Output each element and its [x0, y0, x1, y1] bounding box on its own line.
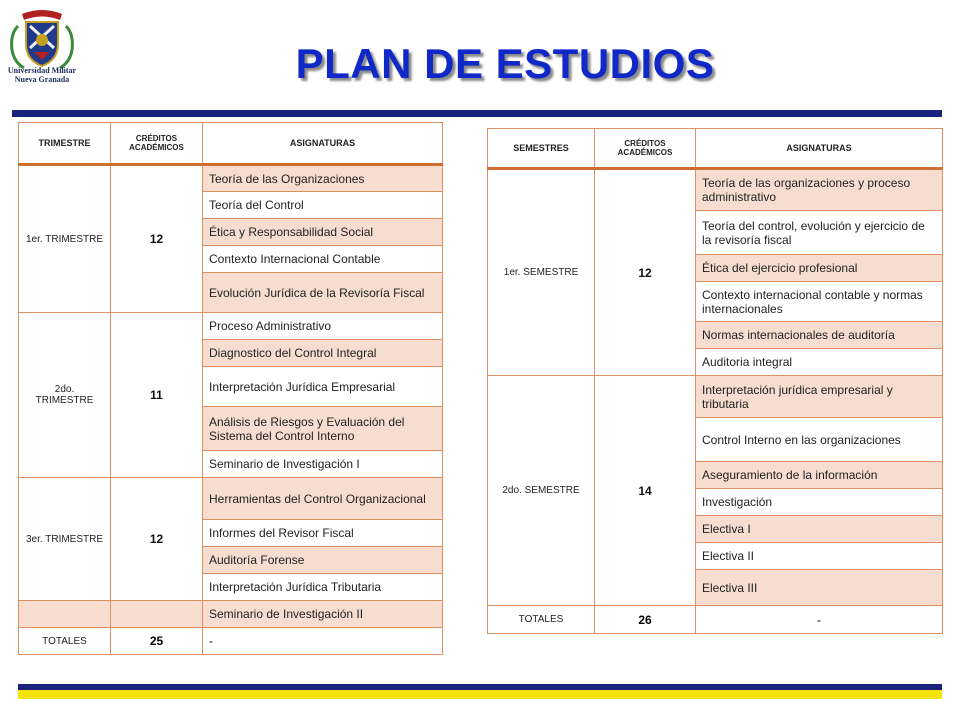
empty-cell: [19, 601, 111, 628]
subject-cell: Informes del Revisor Fiscal: [203, 520, 443, 547]
totals-label: TOTALES: [19, 628, 111, 655]
bottom-divider-yellow: [18, 690, 942, 699]
credits-cell: 12: [595, 169, 696, 376]
subject-cell: Proceso Administrativo: [203, 313, 443, 340]
term-cell: 2do. TRIMESTRE: [19, 313, 111, 478]
subject-cell: Interpretación Jurídica Tributaria: [203, 574, 443, 601]
logo-line2: Nueva Granada: [14, 75, 70, 84]
header-asignaturas: ASIGNATURAS: [696, 129, 943, 169]
credits-cell: 12: [111, 478, 203, 601]
subject-cell: Herramientas del Control Organizacional: [203, 478, 443, 520]
header-creditos: CRÉDITOS ACADÉMICOS: [111, 123, 203, 165]
subject-cell: Aseguramiento de la información: [696, 462, 943, 489]
totals-label: TOTALES: [488, 606, 595, 634]
subject-cell: Electiva I: [696, 516, 943, 543]
subject-cell: Diagnostico del Control Integral: [203, 340, 443, 367]
subject-cell: Teoría del control, evolución y ejercicio de la revisoría fiscal: [696, 211, 943, 255]
subject-cell: Teoría de las Organizaciones: [203, 165, 443, 192]
subject-cell: Normas internacionales de auditoría: [696, 322, 943, 349]
subject-cell: Ética del ejercicio profesional: [696, 255, 943, 282]
header-trimestre: TRIMESTRE: [19, 123, 111, 165]
subject-cell: Auditoría Forense: [203, 547, 443, 574]
credits-cell: 11: [111, 313, 203, 478]
subject-cell: Investigación: [696, 489, 943, 516]
header-semestres: SEMESTRES: [488, 129, 595, 169]
subject-cell: Electiva II: [696, 543, 943, 570]
totals-dash: -: [203, 628, 443, 655]
term-cell: 3er. TRIMESTRE: [19, 478, 111, 601]
header-creditos: CRÉDITOS ACADÉMICOS: [595, 129, 696, 169]
subject-cell: Teoría del Control: [203, 192, 443, 219]
page-title: PLAN DE ESTUDIOS: [295, 40, 715, 87]
credits-cell: 14: [595, 376, 696, 606]
subject-cell: Ética y Responsabilidad Social: [203, 219, 443, 246]
term-cell: 1er. TRIMESTRE: [19, 165, 111, 313]
totals-dash: -: [696, 606, 943, 634]
subject-cell: Interpretación Jurídica Empresarial: [203, 367, 443, 407]
term-cell: 1er. SEMESTRE: [488, 169, 595, 376]
subject-cell: Interpretación jurídica empresarial y tributaria: [696, 376, 943, 418]
subject-cell: Contexto Internacional Contable: [203, 246, 443, 273]
totals-value: 25: [111, 628, 203, 655]
header-asignaturas: ASIGNATURAS: [203, 123, 443, 165]
subject-cell: Seminario de Investigación II: [203, 601, 443, 628]
subject-cell: Teoría de las organizaciones y proceso administrativo: [696, 169, 943, 211]
subject-cell: Auditoria integral: [696, 349, 943, 376]
subject-cell: Contexto internacional contable y normas internacionales: [696, 282, 943, 322]
logo-line1: Universidad Militar: [7, 66, 77, 75]
subject-cell: Evolución Jurídica de la Revisoría Fiscal: [203, 273, 443, 313]
subject-cell: Análisis de Riesgos y Evaluación del Sistema del Control Interno: [203, 407, 443, 451]
subject-cell: Seminario de Investigación I: [203, 451, 443, 478]
semester-table: [487, 128, 943, 634]
trimester-table: [18, 122, 443, 655]
subject-cell: Control Interno en las organizaciones: [696, 418, 943, 462]
top-divider: [12, 110, 942, 117]
subject-cell: Electiva III: [696, 570, 943, 606]
term-cell: 2do. SEMESTRE: [488, 376, 595, 606]
empty-cell: [111, 601, 203, 628]
credits-cell: 12: [111, 165, 203, 313]
totals-value: 26: [595, 606, 696, 634]
